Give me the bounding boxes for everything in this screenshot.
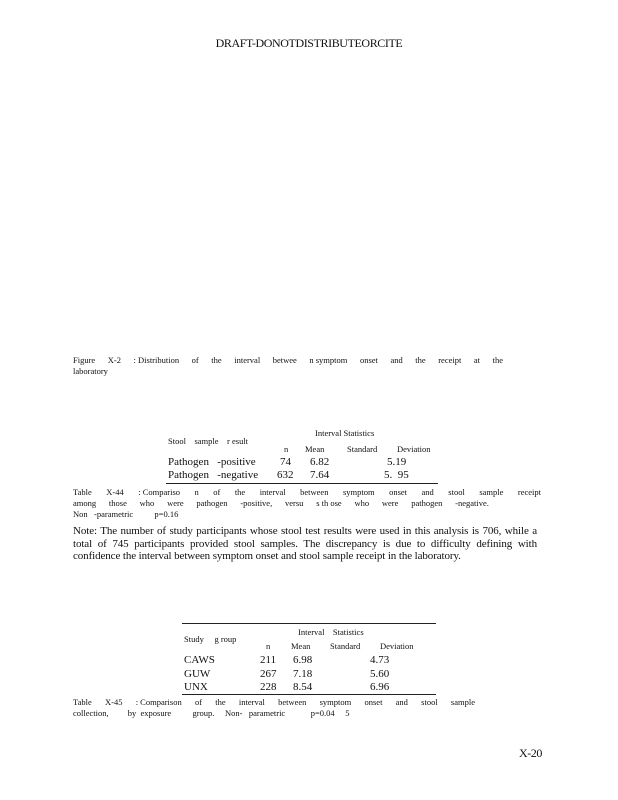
table1-caption-line2: [73, 498, 489, 509]
table2-caption-word: symptom: [319, 697, 352, 707]
table1-caption-word: -positive,: [240, 498, 273, 508]
table1-caption-word: onset: [389, 487, 408, 497]
table1-caption-line3: Non -parametric p=0.16: [73, 509, 179, 519]
table2-caption-word: between: [278, 697, 307, 707]
table1-caption-word: pathogen: [411, 498, 443, 508]
table1-col-sd: Standard: [347, 444, 378, 454]
table1-row1-mean: 6.82: [310, 456, 330, 468]
figure-caption-word: the: [211, 355, 222, 365]
table1-caption-word: interval: [259, 487, 286, 497]
table2-caption-line2: collection, by exposure group. Non- parametric p=0.04 5: [73, 708, 350, 718]
table2-row1-sd: 4.73: [370, 654, 390, 666]
table2-row1-n: 211: [260, 654, 277, 666]
figure-caption-word: at: [473, 355, 481, 365]
figure-caption-word: receipt: [438, 355, 462, 365]
table1-row1-sd: 5.19: [387, 456, 407, 468]
table2-caption-word: of: [194, 697, 203, 707]
table2-row2-mean: 7.18: [293, 668, 313, 680]
table1-caption-word: those: [108, 498, 127, 508]
table2-row1-label: CAWS: [184, 654, 215, 666]
table1-caption-word: versu: [284, 498, 304, 508]
table2-stats-header: Interval Statistics: [298, 627, 364, 637]
page-number: X-20: [518, 746, 542, 760]
figure-caption-word: : Distribution: [133, 355, 180, 365]
table1-row1-label: Pathogen -positive: [168, 456, 256, 468]
table1-group-header: Stool sample r esult: [168, 436, 249, 446]
table2-caption: [73, 697, 543, 719]
table1-caption-word: of: [213, 487, 221, 497]
table1-caption-word: -negative.: [455, 498, 489, 508]
table1-caption-word: between: [300, 487, 329, 497]
figure-caption-word: the: [415, 355, 426, 365]
table2-caption-word: and: [395, 697, 408, 707]
table2-top-rule: [182, 623, 436, 624]
table2-row2-n: 267: [260, 668, 277, 680]
table1-caption-word: pathogen: [196, 498, 228, 508]
table1-row1-n: 74: [280, 456, 291, 468]
figure-caption-word: Figure: [73, 355, 96, 365]
table1-caption-word: : Compariso: [138, 487, 181, 497]
table1-row2-mean: 7.64: [310, 469, 330, 481]
table2-row3-n: 228: [260, 681, 277, 693]
figure-caption-word: betwee: [272, 355, 297, 365]
table2-caption-word: : Comparison: [135, 697, 182, 707]
table2-col-sd: Standard: [330, 641, 361, 651]
table1-caption-word: among: [73, 498, 97, 508]
table2-caption-word: onset: [364, 697, 383, 707]
table1-caption-word: s th ose: [316, 498, 342, 508]
note-paragraph: Note: The number of study participants whose stool test results were used in this analysis is 706, while a total of 745 participants provided stool samples. The discrepancy is due to difficulty defining with confidence the interval between symptom onset and stool sample receipt in the laboratory.: [73, 525, 537, 562]
table1-caption: [73, 487, 543, 520]
figure-caption-word: onset: [359, 355, 378, 365]
table2-col-n: n: [266, 641, 271, 651]
page-header: DRAFT-DONOTDISTRIBUTEORCITE: [215, 36, 403, 50]
table1-caption-word: receipt: [517, 487, 541, 497]
table2-group-header: Study g roup: [184, 634, 237, 644]
figure-caption-word: of: [191, 355, 199, 365]
table1-row2-sd: 5. 95: [384, 469, 409, 481]
table1-caption-word: sample: [479, 487, 504, 497]
table2-row3-label: UNX: [184, 681, 208, 693]
figure-caption-word: X-2: [107, 355, 121, 365]
table2-caption-word: the: [215, 697, 226, 707]
table2-col-dev: Deviation: [380, 641, 414, 651]
table1-caption-word: stool: [448, 487, 465, 497]
figure-caption-line1: [73, 355, 503, 366]
table1-col-mean: Mean: [305, 444, 325, 454]
table2-caption-word: stool: [421, 697, 438, 707]
table1-stats-header: Interval Statistics: [315, 428, 375, 438]
table1-bottom-rule: [166, 483, 438, 484]
table2-caption-word: Table: [73, 697, 92, 707]
table1-row2-n: 632: [277, 469, 294, 481]
figure-caption-word: n symptom: [309, 355, 348, 365]
table2-col-mean: Mean: [291, 641, 311, 651]
table1-col-dev: Deviation: [397, 444, 431, 454]
table1-caption-word: and: [421, 487, 434, 497]
table2-caption-line1: [73, 697, 475, 708]
table1-caption-word: X-44: [106, 487, 124, 497]
table2-row2-sd: 5.60: [370, 668, 390, 680]
table1-row2-label: Pathogen -negative: [168, 469, 259, 481]
table2-bottom-rule: [182, 694, 436, 695]
figure-caption-word: interval: [234, 355, 261, 365]
table1-caption-word: were: [381, 498, 399, 508]
table2-row3-sd: 6.96: [370, 681, 390, 693]
table2-row2-label: GUW: [184, 668, 211, 680]
table1-caption-word: who: [354, 498, 370, 508]
table2-caption-word: X-45: [104, 697, 123, 707]
table1-caption-word: were: [167, 498, 184, 508]
figure-caption-line2: laboratory: [73, 366, 108, 376]
table2-caption-word: interval: [238, 697, 265, 707]
figure-caption-word: the: [492, 355, 503, 365]
table1-caption-word: Table: [73, 487, 92, 497]
table1-col-n: n: [284, 444, 289, 454]
table1-caption-word: symptom: [342, 487, 375, 497]
table2-row1-mean: 6.98: [293, 654, 313, 666]
table1-caption-word: n: [194, 487, 199, 497]
table2-row3-mean: 8.54: [293, 681, 313, 693]
table2-caption-word: sample: [450, 697, 475, 707]
figure-caption: [73, 355, 543, 377]
table1-caption-word: the: [234, 487, 246, 497]
table1-caption-word: who: [139, 498, 155, 508]
table1-caption-line1: [73, 487, 541, 498]
figure-caption-word: and: [390, 355, 403, 365]
